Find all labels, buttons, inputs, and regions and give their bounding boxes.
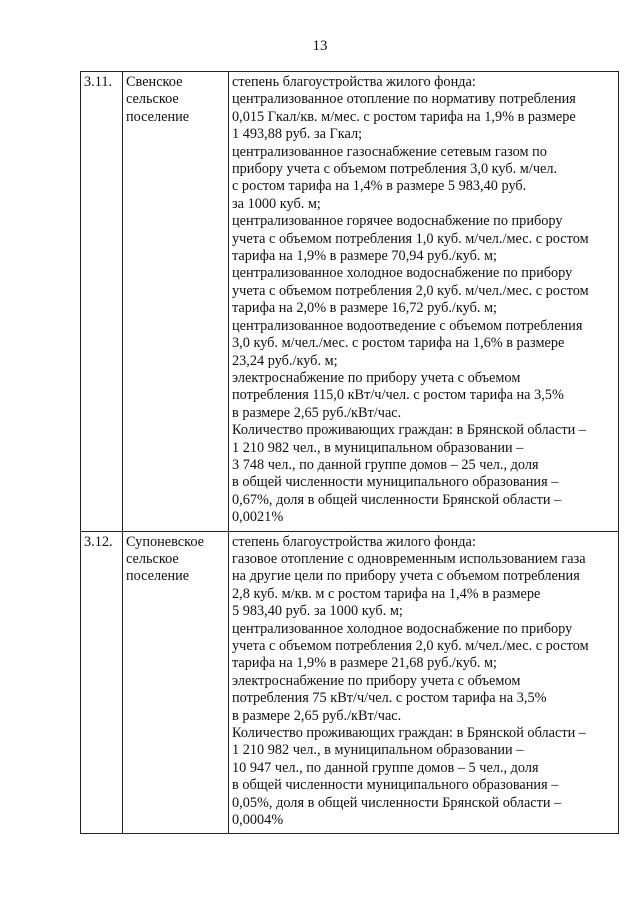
description-line: централизованное отопление по нормативу потребления xyxy=(232,91,576,108)
row-number-cell xyxy=(81,72,123,532)
description-line: 1 493,88 руб. за Гкал; xyxy=(232,126,363,143)
description-line: электроснабжение по прибору учета с объемом xyxy=(232,672,521,689)
description-line: 1 210 982 чел., в муниципальном образовании – xyxy=(232,439,524,456)
description-line: тарифа на 1,9% в размере 21,68 руб./куб. м; xyxy=(232,655,498,672)
settlement-name-line: сельское xyxy=(126,550,179,567)
description-line: электроснабжение по прибору учета с объемом xyxy=(232,369,521,386)
description-line: 1 210 982 чел., в муниципальном образовании – xyxy=(232,742,524,759)
description-line: в общей численности муниципального образования – xyxy=(232,777,559,794)
description-line: учета с объемом потребления 2,0 куб. м/чел./мес. с ростом xyxy=(232,638,589,654)
description-line: за 1000 куб. м; xyxy=(232,195,321,212)
description-line: централизованное горячее водоснабжение по прибору xyxy=(232,213,563,230)
description-cell xyxy=(229,72,619,532)
description-line: 3,0 куб. м/чел./мес. с ростом тарифа на 1,6% в размере xyxy=(232,335,565,352)
settlement-name-line: поселение xyxy=(126,568,190,585)
settlement-name-line: поселение xyxy=(126,108,190,125)
description-line: 0,0004% xyxy=(232,812,284,829)
settlement-name-cell xyxy=(123,72,229,532)
description-line: тарифа на 1,9% в размере 70,94 руб./куб. м; xyxy=(232,248,498,265)
settlement-name-cell xyxy=(123,531,229,834)
description-line: в размере 2,65 руб./кВт/час. xyxy=(232,707,402,724)
row-number-cell xyxy=(81,531,123,834)
description-line: централизованное газоснабжение сетевым газом по xyxy=(232,143,547,160)
row-number: 3.12. xyxy=(84,533,113,550)
settlement-name-line: сельское xyxy=(126,91,179,108)
description-line: 3 748 чел., по данной группе домов – 25 чел., доля xyxy=(232,456,539,473)
row-number: 3.11. xyxy=(84,74,113,90)
description-line: прибору учета с объемом потребления 3,0 куб. м/чел. xyxy=(232,161,558,178)
settlement-name-line: Супоневское xyxy=(126,533,205,550)
description-line: Количество проживающих граждан: в Брянской области – xyxy=(232,422,586,439)
description-line: централизованное водоотведение с объемом потребления xyxy=(232,317,583,334)
description-line: степень благоустройства жилого фонда: xyxy=(232,533,476,550)
table-row xyxy=(81,72,619,532)
description-line: Количество проживающих граждан: в Брянской области – xyxy=(232,725,586,742)
description-line: учета с объемом потребления 2,0 куб. м/чел./мес. с ростом xyxy=(232,282,589,299)
description-line: с ростом тарифа на 1,4% в размере 5 983,40 руб. xyxy=(232,178,527,195)
description-line: 2,8 куб. м/кв. м с ростом тарифа на 1,4% в размере xyxy=(232,585,541,602)
description-line: тарифа на 2,0% в размере 16,72 руб./куб. м; xyxy=(232,300,498,317)
description-line: в общей численности муниципального образования – xyxy=(232,474,559,491)
description-line: 0,05%, доля в общей численности Брянской области – xyxy=(232,794,562,811)
description-line: потребления 75 кВт/ч/чел. с ростом тарифа на 3,5% xyxy=(232,690,547,707)
settlement-name-line: Свенское xyxy=(126,74,183,90)
description-line: степень благоустройства жилого фонда: xyxy=(232,74,476,90)
table-row xyxy=(81,531,619,834)
description-line: потребления 115,0 кВт/ч/чел. с ростом тарифа на 3,5% xyxy=(232,387,564,404)
description-line: централизованное холодное водоснабжение по прибору xyxy=(232,265,573,282)
description-line: газовое отопление с одновременным использованием газа xyxy=(232,550,586,567)
description-line: централизованное холодное водоснабжение по прибору xyxy=(232,620,573,637)
page-number: 13 xyxy=(312,38,328,54)
description-line: 0,67%, доля в общей численности Брянской области – xyxy=(232,491,562,508)
description-line: 5 983,40 руб. за 1000 куб. м; xyxy=(232,603,403,620)
description-line: в размере 2,65 руб./кВт/час. xyxy=(232,404,402,421)
description-line: 0,0021% xyxy=(232,509,284,526)
description-line: 0,015 Гкал/кв. м/мес. с ростом тарифа на 1,9% в размере xyxy=(232,108,576,125)
description-line: на другие цели по прибору учета с объемом потребления xyxy=(232,568,580,585)
tariff-table xyxy=(80,71,619,834)
description-line: учета с объемом потребления 1,0 куб. м/чел./мес. с ростом xyxy=(232,230,589,247)
description-cell xyxy=(229,531,619,834)
description-line: 23,24 руб./куб. м; xyxy=(232,352,338,369)
description-line: 10 947 чел., по данной группе домов – 5 чел., доля xyxy=(232,759,539,776)
